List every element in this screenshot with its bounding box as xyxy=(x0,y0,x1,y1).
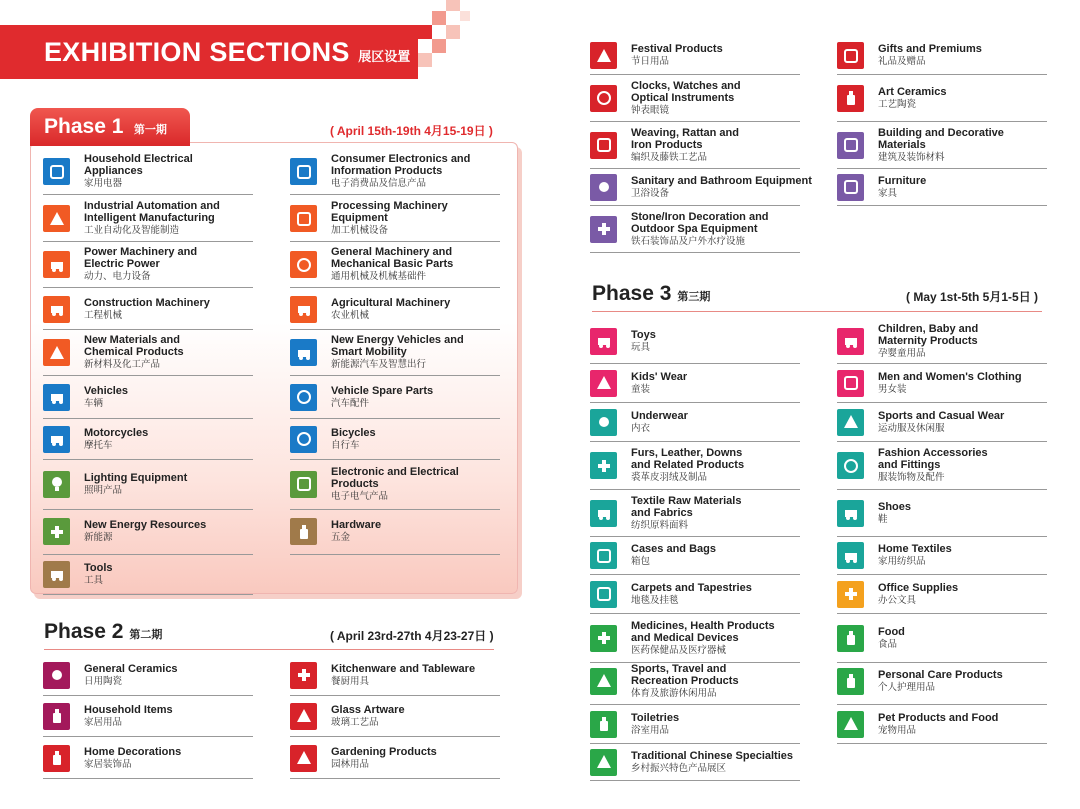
category-item xyxy=(290,656,500,696)
category-name: Hardware xyxy=(331,519,382,531)
category-item xyxy=(43,150,253,195)
category-name-cn: 内衣 xyxy=(631,422,651,434)
tractor-icon xyxy=(290,296,317,323)
category-name: Industrial Automation and Intelligent Manufacturing xyxy=(84,200,220,224)
category-name: Consumer Electronics and Information Products xyxy=(331,153,471,177)
category-name-cn: 园林用品 xyxy=(331,758,370,770)
category-item xyxy=(43,460,253,510)
category-name-cn: 照明产品 xyxy=(84,484,123,496)
category-name: New Energy Resources xyxy=(84,519,207,531)
category-name: Underwear xyxy=(631,409,688,422)
fabric-roll-icon xyxy=(590,500,617,527)
phase-3-label-cn: 第三期 xyxy=(677,291,711,303)
category-item xyxy=(837,365,1047,403)
gift-icon xyxy=(837,42,864,69)
category-name: Art Ceramics xyxy=(878,85,947,98)
category-item xyxy=(837,538,1047,575)
category-name: Building and Decorative Materials xyxy=(878,126,1004,151)
category-item xyxy=(290,290,500,330)
category-name-cn: 编织及藤铁工艺品 xyxy=(631,151,708,163)
category-name-cn: 孕婴童用品 xyxy=(878,347,926,359)
landscape-icon xyxy=(590,749,617,776)
category-name-cn: 个人护理用品 xyxy=(878,681,936,693)
category-item xyxy=(837,76,1047,122)
category-name-cn: 农业机械 xyxy=(331,309,370,321)
category-name-cn: 卫浴设备 xyxy=(631,187,670,199)
category-name-cn: 童装 xyxy=(631,383,651,395)
phase-2-divider xyxy=(44,649,494,650)
category-name-cn: 医药保健品及医疗器械 xyxy=(631,644,727,656)
category-name-cn: 家用纺织品 xyxy=(878,556,926,567)
carpet-icon xyxy=(590,581,617,608)
category-name-cn: 建筑及装饰材料 xyxy=(878,151,945,163)
category-name-cn: 办公文具 xyxy=(878,594,917,606)
phase-3-label: Phase 3 xyxy=(592,282,672,305)
category-item xyxy=(43,555,253,595)
category-name: Electronic and Electrical Products xyxy=(331,465,459,490)
phase-1-label-cn: 第一期 xyxy=(133,124,167,136)
baby-stroller-icon xyxy=(837,328,864,355)
category-name: Toys xyxy=(631,328,656,341)
category-name-cn: 箱包 xyxy=(631,556,651,567)
teacup-icon xyxy=(43,662,70,689)
category-name-cn: 食品 xyxy=(878,638,898,650)
category-name: New Materials and Chemical Products xyxy=(84,334,184,358)
category-name: Textile Raw Materials and Fabrics xyxy=(631,494,742,519)
phase-2-label-cn: 第二期 xyxy=(129,629,163,641)
category-item xyxy=(590,615,800,663)
category-item xyxy=(290,697,500,737)
category-item xyxy=(590,76,800,122)
category-name: Children, Baby and Maternity Products xyxy=(878,322,979,347)
category-name: Sports, Travel and Recreation Products xyxy=(631,662,739,687)
shoe-icon xyxy=(837,500,864,527)
bra-icon xyxy=(590,409,617,436)
category-name: Lighting Equipment xyxy=(84,471,188,484)
category-item xyxy=(43,420,253,460)
monitor-icon xyxy=(290,158,317,185)
category-name-cn: 餐厨用具 xyxy=(331,675,370,687)
category-name: Gardening Products xyxy=(331,745,437,758)
phase-3-divider xyxy=(592,311,1042,312)
decor-square xyxy=(418,25,432,39)
wind-turbine-icon xyxy=(43,518,70,545)
category-name-cn: 五金 xyxy=(331,532,351,543)
category-item xyxy=(43,377,253,419)
wine-glass-icon xyxy=(290,703,317,730)
category-name-cn: 鞋 xyxy=(878,513,888,525)
category-item xyxy=(290,460,500,510)
category-item xyxy=(290,420,500,460)
christmas-tree-icon xyxy=(590,42,617,69)
rocking-horse-icon xyxy=(590,328,617,355)
category-item xyxy=(43,243,253,288)
column-icon xyxy=(837,132,864,159)
category-name: Agricultural Machinery xyxy=(331,296,451,309)
category-name-cn: 男女装 xyxy=(878,383,907,395)
category-item xyxy=(590,170,812,206)
bottle-icon xyxy=(837,625,864,652)
category-name: Cases and Bags xyxy=(631,543,716,555)
category-name-cn: 家用电器 xyxy=(84,178,123,189)
category-name-cn: 新材料及化工产品 xyxy=(84,359,161,370)
alarm-clock-icon xyxy=(590,85,617,112)
category-name: Personal Care Products xyxy=(878,668,1003,681)
category-item xyxy=(837,38,1047,75)
flower-pot-icon xyxy=(290,745,317,772)
phase-2-dates: ( April 23rd-27th 4月23-27日 ) xyxy=(330,629,494,643)
decor-square xyxy=(432,11,446,25)
decor-square xyxy=(446,0,460,11)
category-name: Glass Artware xyxy=(331,703,405,716)
category-item xyxy=(837,123,1047,169)
category-item xyxy=(590,659,800,705)
category-name-cn: 摩托车 xyxy=(84,439,113,451)
bed-icon xyxy=(837,542,864,569)
category-name: Carpets and Tapestries xyxy=(631,581,752,594)
category-name-cn: 汽车配件 xyxy=(331,397,370,409)
category-name: Furs, Leather, Downs and Related Products xyxy=(631,447,745,471)
category-item xyxy=(43,656,253,696)
category-name: Shoes xyxy=(878,500,912,513)
basket-icon xyxy=(590,132,617,159)
category-name: Furniture xyxy=(878,174,927,187)
category-name: Weaving, Rattan and Iron Products xyxy=(631,126,739,151)
fur-icon xyxy=(590,452,617,479)
button-icon xyxy=(837,452,864,479)
category-name-cn: 家居装饰品 xyxy=(84,758,132,770)
section-banner xyxy=(0,25,418,79)
category-name-cn: 新能源汽车及智慧出行 xyxy=(331,359,427,370)
fountain-icon xyxy=(590,216,617,243)
phase-1-tab xyxy=(30,108,190,146)
page-title: EXHIBITION SECTIONS xyxy=(44,37,350,67)
robot-arm-icon xyxy=(43,205,70,232)
suitcase-icon xyxy=(590,542,617,569)
toilet-icon xyxy=(590,174,617,201)
phase-2-label: Phase 2 xyxy=(44,620,124,643)
category-item xyxy=(837,443,1047,490)
decor-square xyxy=(446,25,460,39)
category-name-cn: 运动服及休闲服 xyxy=(878,422,945,434)
category-item xyxy=(590,404,800,442)
category-item xyxy=(837,706,1047,744)
category-item xyxy=(43,510,253,555)
phase-1-label: Phase 1 xyxy=(44,115,124,138)
category-name-cn: 加工机械设备 xyxy=(331,225,389,236)
bicycle-icon xyxy=(290,426,317,453)
category-name: Vehicle Spare Parts xyxy=(331,384,434,397)
category-item xyxy=(290,331,500,376)
phase-2-heading xyxy=(44,620,162,644)
category-item xyxy=(590,38,800,75)
chair-icon xyxy=(837,174,864,201)
category-name: Home Decorations xyxy=(84,745,182,758)
lotion-icon xyxy=(837,668,864,695)
motorcycle-icon xyxy=(43,426,70,453)
wheel-icon xyxy=(290,384,317,411)
category-name-cn: 浴室用品 xyxy=(631,724,670,736)
vase-icon xyxy=(43,745,70,772)
category-name-cn: 电子电气产品 xyxy=(331,490,389,502)
category-name-cn: 乡村振兴特色产品展区 xyxy=(631,762,727,774)
category-name: Medicines, Health Products and Medical Devices xyxy=(631,619,775,644)
category-name: Household Electrical Appliances xyxy=(84,153,193,177)
onesie-icon xyxy=(590,370,617,397)
category-name-cn: 服装饰物及配件 xyxy=(878,472,945,483)
category-name-cn: 电子消费品及信息产品 xyxy=(331,178,427,189)
tshirt-icon xyxy=(837,409,864,436)
category-item xyxy=(837,320,1047,364)
category-item xyxy=(43,739,253,779)
category-name-cn: 日用陶瓷 xyxy=(84,675,123,687)
category-item xyxy=(837,659,1047,705)
category-item xyxy=(290,510,500,555)
category-name-cn: 宠物用品 xyxy=(878,724,917,736)
ev-car-icon xyxy=(290,339,317,366)
power-socket-icon xyxy=(290,471,317,498)
category-item xyxy=(837,170,1047,206)
category-item xyxy=(290,150,500,195)
category-name-cn: 玻璃工艺品 xyxy=(331,716,379,728)
category-name: Home Textiles xyxy=(878,543,952,555)
category-name-cn: 工艺陶瓷 xyxy=(878,98,917,110)
truck-icon xyxy=(43,384,70,411)
category-name: Kids' Wear xyxy=(631,370,688,383)
category-name-cn: 裘革皮羽绒及制品 xyxy=(631,472,708,483)
phase-3-dates: ( May 1st-5th 5月1-5日 ) xyxy=(906,290,1039,304)
category-item xyxy=(590,123,800,169)
category-name: Food xyxy=(878,625,905,638)
decor-square xyxy=(432,39,446,53)
decor-square xyxy=(418,53,432,67)
category-name-cn: 玩具 xyxy=(631,341,651,353)
category-name-cn: 节日用品 xyxy=(631,56,670,67)
category-item xyxy=(590,320,800,364)
ceramic-vase-icon xyxy=(837,85,864,112)
category-name: Gifts and Premiums xyxy=(878,43,982,55)
category-name: General Machinery and Mechanical Basic Parts xyxy=(331,246,454,270)
glove-icon xyxy=(43,703,70,730)
category-name: Sanitary and Bathroom Equipment xyxy=(631,174,812,187)
category-item xyxy=(837,491,1047,537)
category-name: Household Items xyxy=(84,703,173,716)
category-item xyxy=(43,197,253,242)
category-name: Sports and Casual Wear xyxy=(878,409,1005,422)
washing-machine-icon xyxy=(43,158,70,185)
category-item xyxy=(590,706,800,744)
category-name-cn: 地毯及挂毯 xyxy=(631,594,679,606)
category-name: Bicycles xyxy=(331,426,376,439)
category-name: Stone/Iron Decoration and Outdoor Spa Equipment xyxy=(631,210,769,235)
category-item xyxy=(590,538,800,575)
category-name: Clocks, Watches and Optical Instruments xyxy=(631,79,741,104)
category-name: Pet Products and Food xyxy=(878,711,999,724)
category-name: Power Machinery and Electric Power xyxy=(84,246,198,270)
category-item xyxy=(43,290,253,330)
category-name-cn: 家具 xyxy=(878,187,898,199)
category-name-cn: 家居用品 xyxy=(84,716,123,728)
category-name-cn: 自行车 xyxy=(331,439,360,451)
phase-1-dates: ( April 15th-19th 4月15-19日 ) xyxy=(330,124,493,138)
category-name: Fashion Accessories and Fittings xyxy=(878,447,988,471)
category-item xyxy=(290,243,500,288)
category-name: New Energy Vehicles and Smart Mobility xyxy=(331,334,464,358)
excavator-icon xyxy=(43,296,70,323)
category-name: Kitchenware and Tableware xyxy=(331,662,476,675)
category-name-cn: 通用机械及机械基础件 xyxy=(331,271,427,282)
pencil-icon xyxy=(837,581,864,608)
category-name-cn: 工具 xyxy=(84,574,104,586)
category-name: Men and Women's Clothing xyxy=(878,370,1022,383)
category-name-cn: 钟表眼镜 xyxy=(631,104,670,116)
category-name: Toiletries xyxy=(631,711,680,724)
category-name: Tools xyxy=(84,561,113,574)
category-name-cn: 体育及旅游休闲用品 xyxy=(631,687,717,699)
category-item xyxy=(590,491,800,537)
category-name-cn: 车辆 xyxy=(84,397,104,409)
medical-kit-icon xyxy=(590,625,617,652)
category-item xyxy=(837,615,1047,663)
category-name-cn: 动力、电力设备 xyxy=(84,271,151,282)
soap-bottle-icon xyxy=(590,711,617,738)
decor-square xyxy=(460,11,470,21)
clothing-icon xyxy=(837,370,864,397)
category-name: Festival Products xyxy=(631,43,723,55)
engine-icon xyxy=(43,251,70,278)
gear-icon xyxy=(290,251,317,278)
lightbulb-icon xyxy=(43,471,70,498)
category-item xyxy=(290,377,500,419)
category-item xyxy=(590,443,800,490)
phase-3-heading xyxy=(592,282,710,306)
drill-icon xyxy=(43,561,70,588)
category-item xyxy=(290,739,500,779)
category-item xyxy=(590,365,800,403)
category-item xyxy=(43,331,253,376)
category-name-cn: 工程机械 xyxy=(84,309,123,321)
category-name: Construction Machinery xyxy=(84,296,210,309)
category-name: Office Supplies xyxy=(878,581,959,594)
category-name-cn: 礼品及赠品 xyxy=(878,56,926,67)
category-name-cn: 纺织原料面料 xyxy=(631,519,689,531)
cutlery-icon xyxy=(290,662,317,689)
machine-tool-icon xyxy=(290,205,317,232)
category-name: Processing Machinery Equipment xyxy=(331,200,448,224)
category-item xyxy=(837,576,1047,614)
category-item xyxy=(837,404,1047,442)
category-item xyxy=(43,697,253,737)
category-name: Vehicles xyxy=(84,384,129,397)
flask-icon xyxy=(43,339,70,366)
category-name: Motorcycles xyxy=(84,426,149,439)
category-item xyxy=(290,197,500,242)
category-name: General Ceramics xyxy=(84,662,178,675)
page-title-cn: 展区设置 xyxy=(358,49,411,64)
category-name-cn: 工业自动化及智能制造 xyxy=(84,225,180,236)
hardware-icon xyxy=(290,518,317,545)
category-item xyxy=(590,207,800,253)
category-item xyxy=(590,576,800,614)
tent-icon xyxy=(590,668,617,695)
category-name-cn: 铁石装饰品及户外水疗设施 xyxy=(631,235,746,247)
category-name: Traditional Chinese Specialties xyxy=(631,749,793,762)
pet-house-icon xyxy=(837,711,864,738)
category-item xyxy=(590,745,800,781)
category-name-cn: 新能源 xyxy=(84,532,113,543)
